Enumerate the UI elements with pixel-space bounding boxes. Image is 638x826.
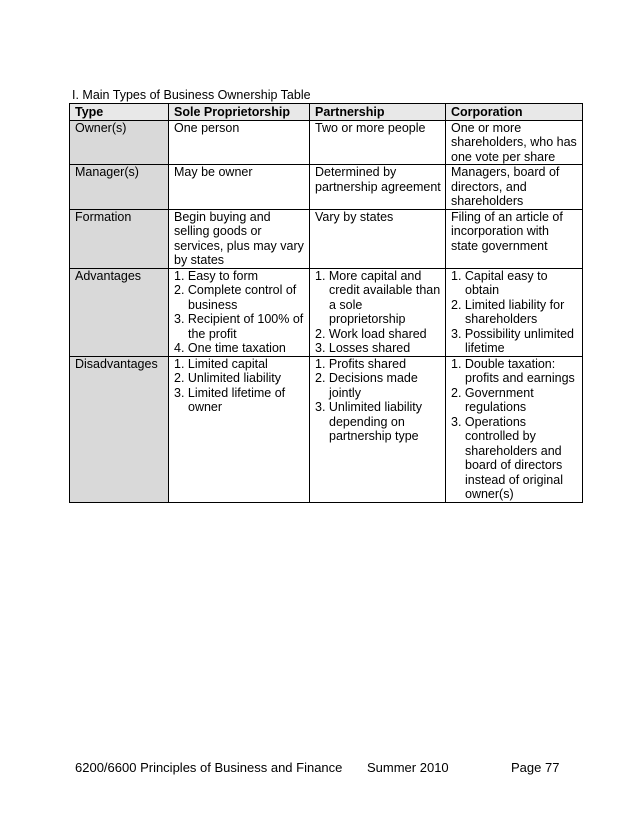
cell-partnership <box>310 120 446 165</box>
cell-partnership <box>310 268 446 356</box>
table-caption: I. Main Types of Business Ownership Table <box>72 88 311 102</box>
cell-list-item: 3. Limited lifetime of owner <box>174 385 286 414</box>
cell-text: Managers, board of directors, and shareholders <box>451 165 560 208</box>
cell-list-item: 3. Operations controlled by shareholders and board of directors instead of original owner(s) <box>451 414 563 501</box>
cell-partnership <box>310 165 446 210</box>
cell-list-item: 1. Capital easy to obtain <box>451 268 548 297</box>
footer-page-number: Page 77 <box>511 760 560 775</box>
cell-text: Vary by states <box>315 209 394 224</box>
cell-list-item: 2. Government regulations <box>451 385 534 414</box>
ownership-table <box>69 103 583 503</box>
table-row <box>70 165 583 210</box>
cell-partnership <box>310 356 446 502</box>
row-type-cell: Disadvantages <box>70 356 169 502</box>
cell-list-item: 2. Unlimited liability <box>174 371 281 385</box>
cell-list-item: 3. Recipient of 100% of the profit <box>174 312 304 341</box>
cell-list <box>451 269 578 356</box>
cell-list-item: 1. Limited capital <box>174 356 268 371</box>
cell-list-item: 1. More capital and credit available than a sole proprietorship <box>315 268 441 326</box>
cell-corporation <box>446 268 583 356</box>
cell-list-item: 3. Losses shared <box>315 341 411 355</box>
row-type-cell: Formation <box>70 209 169 268</box>
cell-sole <box>169 165 310 210</box>
cell-list-item: 2. Complete control of business <box>174 283 297 312</box>
cell-text: Determined by partnership agreement <box>315 165 441 194</box>
cell-text: One or more shareholders, who has one vote per share <box>451 120 577 164</box>
cell-list-item: 1. Profits shared <box>315 356 407 371</box>
header-partnership: Partnership <box>310 104 446 121</box>
table-row <box>70 120 583 165</box>
row-type-cell: Owner(s) <box>70 120 169 165</box>
header-type: Type <box>70 104 169 121</box>
cell-list <box>174 269 305 356</box>
cell-list <box>174 357 305 415</box>
cell-corporation <box>446 120 583 165</box>
cell-corporation <box>446 165 583 210</box>
cell-sole <box>169 120 310 165</box>
cell-text: Two or more people <box>315 120 426 135</box>
row-type-cell: Advantages <box>70 268 169 356</box>
cell-list-item: 1. Easy to form <box>174 268 259 283</box>
cell-text: Filing of an article of incorporation with state government <box>451 209 563 253</box>
header-sole-proprietorship: Sole Proprietorship <box>169 104 310 121</box>
cell-partnership <box>310 209 446 268</box>
row-type-cell: Manager(s) <box>70 165 169 210</box>
cell-text: Begin buying and selling goods or services, plus may vary by states <box>174 209 304 267</box>
cell-list-item: 3. Unlimited liability depending on partnership type <box>315 400 422 443</box>
cell-text: May be owner <box>174 165 253 179</box>
cell-list <box>451 357 578 502</box>
cell-text: One person <box>174 120 240 135</box>
cell-list-item: 3. Possibility unlimited lifetime <box>451 326 574 355</box>
header-corporation: Corporation <box>446 104 583 121</box>
cell-sole <box>169 209 310 268</box>
cell-list-item: 2. Decisions made jointly <box>315 371 418 400</box>
cell-list-item: 2. Limited liability for shareholders <box>451 297 565 326</box>
table-row <box>70 356 583 502</box>
table-row <box>70 268 583 356</box>
footer-course: 6200/6600 Principles of Business and Finance <box>75 760 343 775</box>
table-header-row <box>70 104 583 121</box>
cell-list-item: 2. Work load shared <box>315 326 427 341</box>
cell-list-item: 1. Double taxation: profits and earnings <box>451 356 575 385</box>
cell-corporation <box>446 356 583 502</box>
cell-list <box>315 269 441 356</box>
cell-corporation <box>446 209 583 268</box>
cell-list-item: 4. One time taxation <box>174 341 286 355</box>
table-row <box>70 209 583 268</box>
cell-list <box>315 357 441 444</box>
cell-sole <box>169 268 310 356</box>
footer-term: Summer 2010 <box>367 760 449 775</box>
cell-sole <box>169 356 310 502</box>
